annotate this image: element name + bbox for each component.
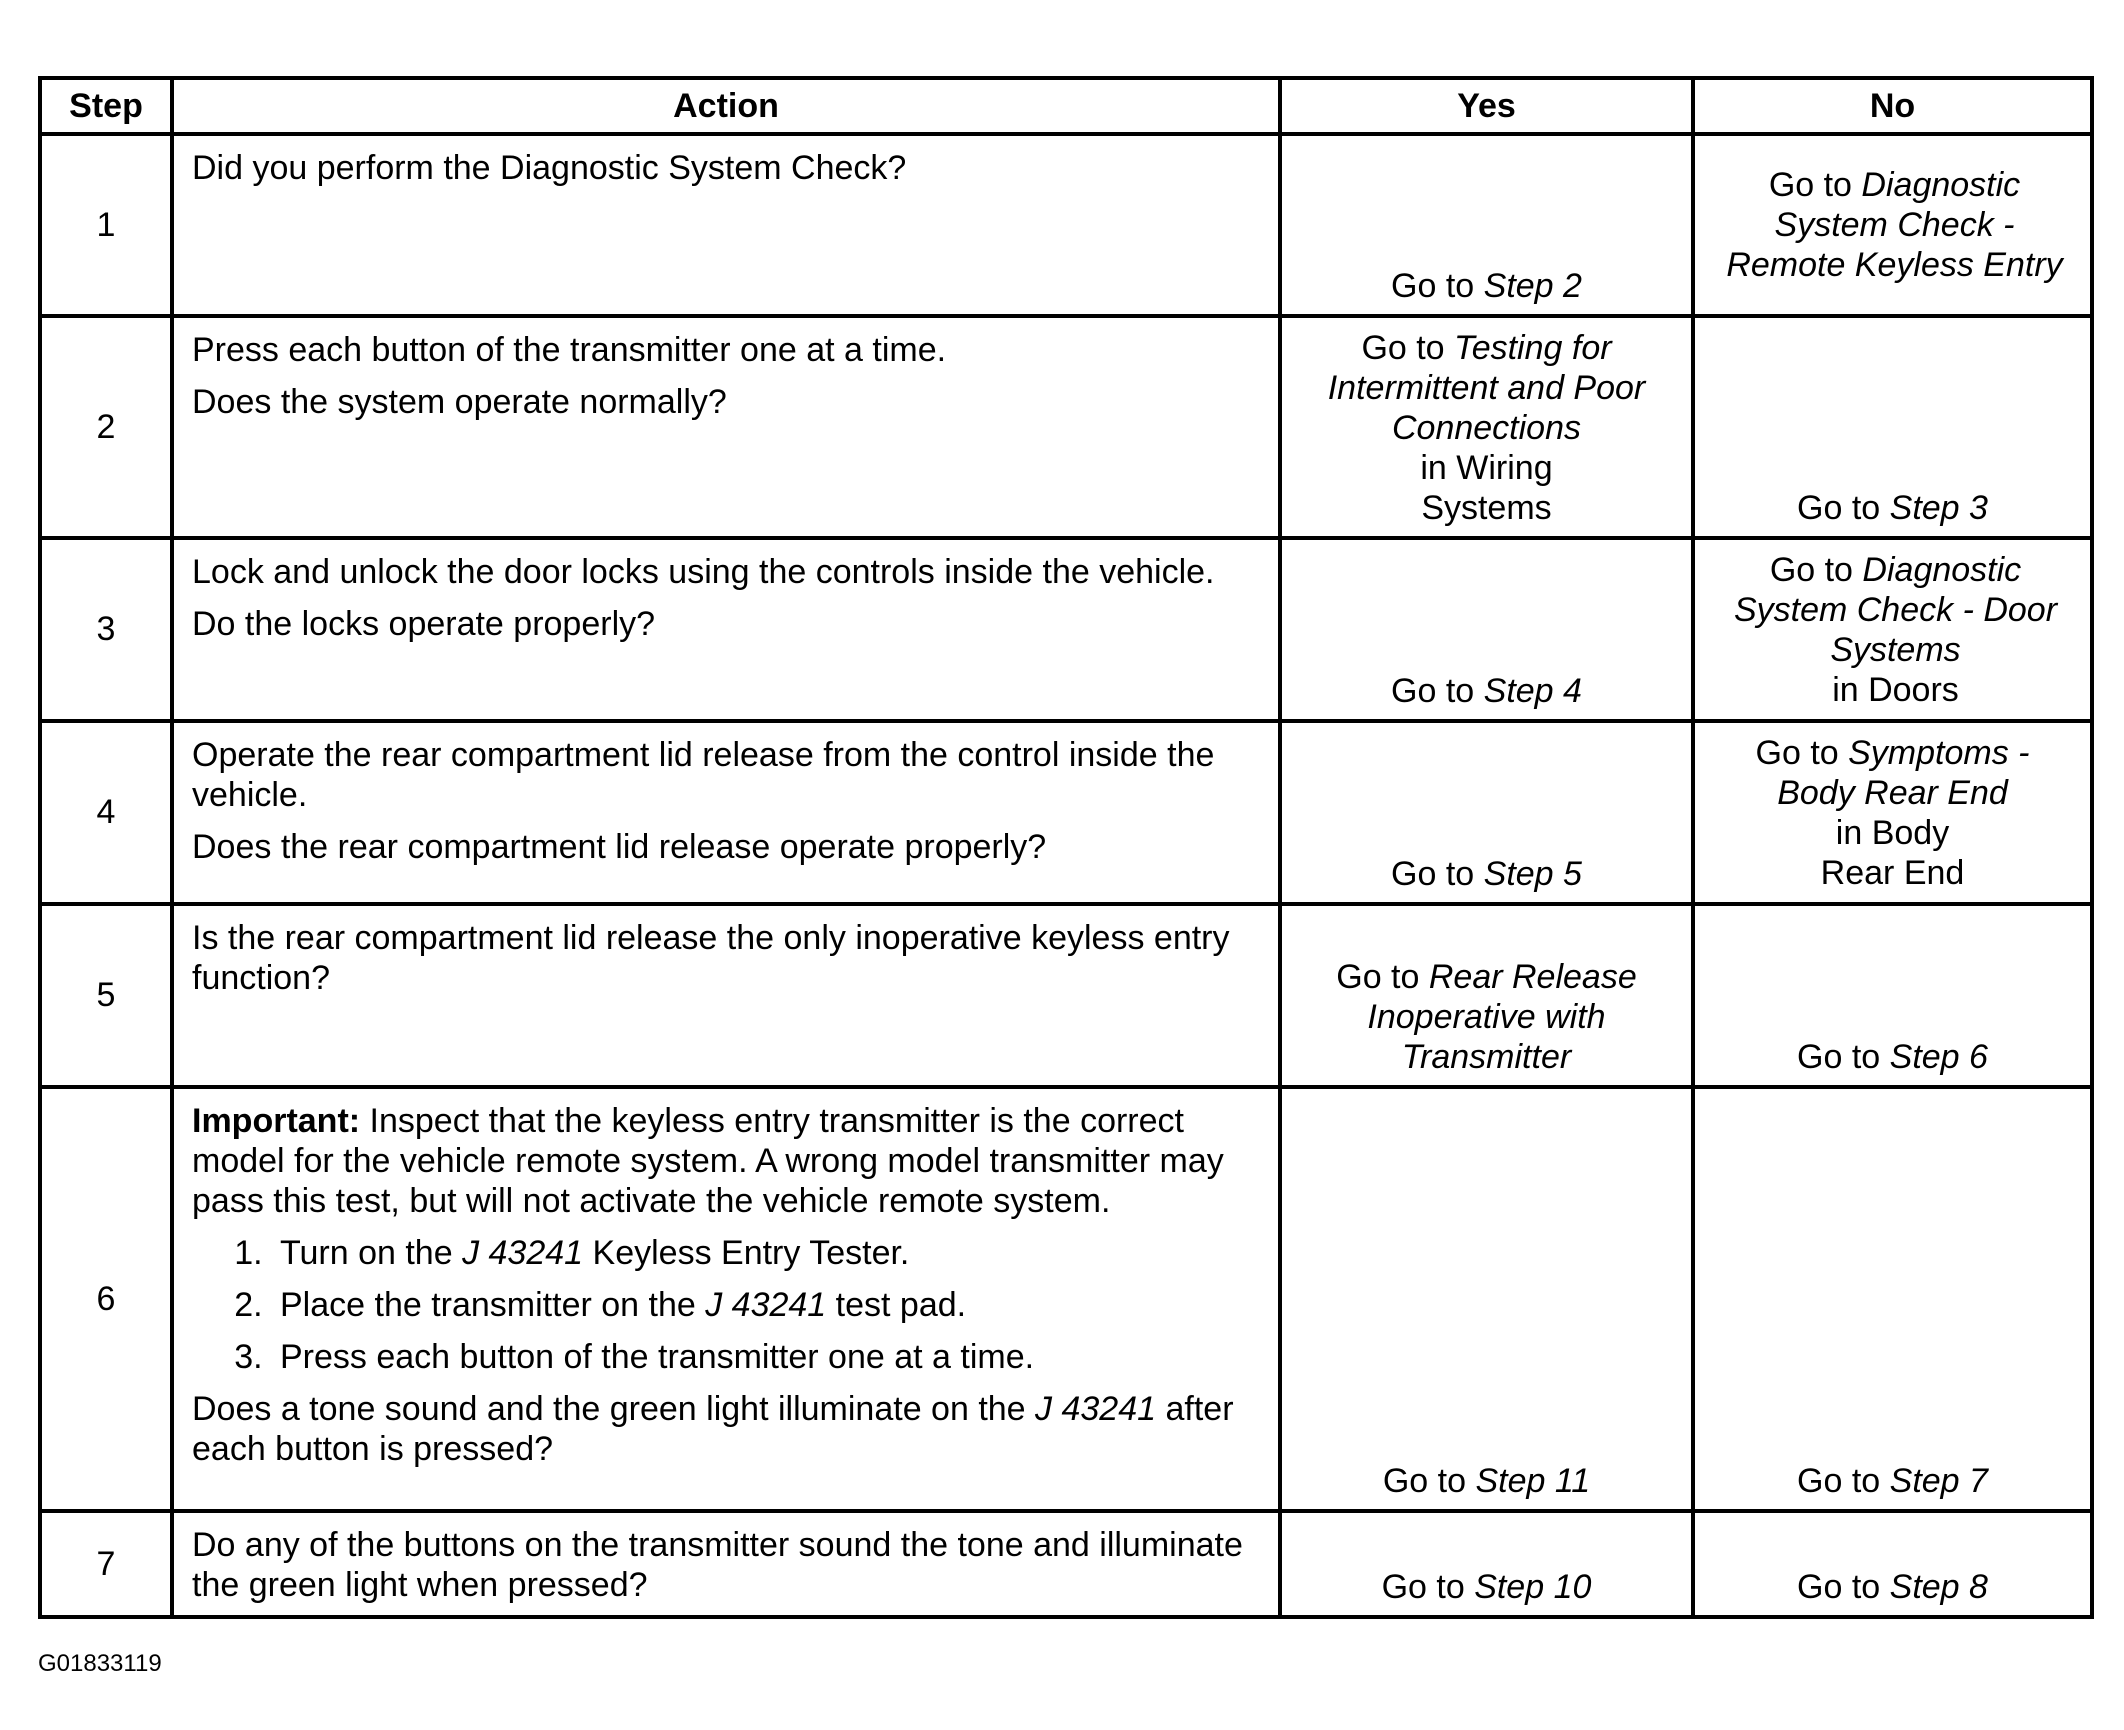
list-item: 3. Press each button of the transmitter one at a time.	[272, 1337, 1264, 1377]
go-to-label: Go to	[1391, 855, 1484, 893]
action-cell	[172, 1087, 1280, 1511]
procedure-link[interactable]: Rear Release Inoperative with Transmitter	[1367, 958, 1637, 1076]
manual-section: in Wiring	[1420, 449, 1553, 487]
diagnostic-table	[38, 76, 2094, 1619]
go-to-label: Go to	[1797, 1038, 1890, 1076]
table-row	[40, 538, 2092, 721]
procedure-link[interactable]: Symptoms - Body Rear End	[1777, 734, 2030, 812]
go-to-label: Go to	[1382, 1462, 1476, 1500]
go-to-label: Go to	[1755, 734, 1849, 772]
go-to-label: Go to	[1336, 958, 1429, 996]
step-link[interactable]: Step 6	[1889, 1038, 1988, 1076]
step-number: 7	[40, 1511, 172, 1617]
action-cell	[172, 134, 1280, 316]
table-header-row	[40, 78, 2092, 134]
yes-cell	[1280, 316, 1693, 538]
step-number: 3	[40, 538, 172, 721]
action-question: Is the rear compartment lid release the only inoperative keyless entry function?	[192, 919, 1230, 997]
go-to-label: Go to	[1391, 672, 1484, 710]
go-to-label: Go to	[1797, 489, 1890, 527]
action-cell	[172, 316, 1280, 538]
no-cell	[1693, 1511, 2092, 1617]
step-number: 5	[40, 904, 172, 1087]
action-question: Does a tone sound and the green light illuminate on the J 43241 after each button is pressed?	[192, 1390, 1234, 1468]
go-to-label: Go to	[1769, 551, 1863, 589]
action-instruction: Lock and unlock the door locks using the controls inside the vehicle.	[192, 553, 1215, 591]
step-link[interactable]: Step 8	[1889, 1568, 1988, 1606]
tool-reference: J 43241	[1035, 1390, 1157, 1428]
action-cell	[172, 1511, 1280, 1617]
yes-cell	[1280, 538, 1693, 721]
action-question: Do the locks operate properly?	[192, 605, 656, 643]
no-cell	[1693, 134, 2092, 316]
yes-cell	[1280, 904, 1693, 1087]
no-cell	[1693, 1087, 2092, 1511]
list-item: 2. Place the transmitter on the J 43241 test pad.	[272, 1285, 1264, 1325]
go-to-label: Go to	[1381, 1568, 1475, 1606]
manual-section: in Body	[1835, 814, 1950, 852]
action-question: Does the system operate normally?	[192, 383, 727, 421]
table-row	[40, 316, 2092, 538]
manual-section: Rear End	[1820, 854, 1965, 892]
list-item: 1. Turn on the J 43241 Keyless Entry Tester.	[272, 1233, 1264, 1273]
table-row	[40, 1087, 2092, 1511]
go-to-label: Go to	[1797, 1462, 1890, 1500]
no-cell	[1693, 904, 2092, 1087]
yes-cell	[1280, 1511, 1693, 1617]
procedure-link[interactable]: Testing for Intermittent and Poor Connections	[1327, 329, 1646, 447]
table-row	[40, 904, 2092, 1087]
manual-section: Systems	[1421, 489, 1552, 527]
table-row	[40, 134, 2092, 316]
go-to-label: Go to	[1361, 329, 1455, 367]
tool-reference: J 43241	[705, 1286, 827, 1324]
header-yes: Yes	[1280, 78, 1693, 134]
step-link[interactable]: Step 4	[1483, 672, 1582, 710]
procedure-link[interactable]: Diagnostic System Check - Remote Keyless Entry	[1726, 166, 2063, 284]
step-link[interactable]: Step 10	[1474, 1568, 1592, 1606]
procedure-list	[192, 1233, 1264, 1377]
action-cell	[172, 721, 1280, 904]
procedure-link[interactable]: Diagnostic System Check - Door Systems	[1733, 551, 2058, 669]
yes-cell	[1280, 1087, 1693, 1511]
important-note	[192, 1101, 1264, 1221]
step-link[interactable]: Step 7	[1889, 1462, 1988, 1500]
header-step: Step	[40, 78, 172, 134]
action-instruction: Operate the rear compartment lid release from the control inside the vehicle.	[192, 736, 1215, 814]
action-question: Do any of the buttons on the transmitter sound the tone and illuminate the green light when pressed?	[192, 1526, 1243, 1604]
go-to-label: Go to	[1768, 166, 1862, 204]
step-link[interactable]: Step 2	[1483, 267, 1582, 305]
go-to-label: Go to	[1391, 267, 1484, 305]
action-question: Does the rear compartment lid release operate properly?	[192, 828, 1047, 866]
step-link[interactable]: Step 11	[1475, 1462, 1591, 1500]
header-action: Action	[172, 78, 1280, 134]
yes-cell	[1280, 134, 1693, 316]
action-cell	[172, 904, 1280, 1087]
action-instruction: Press each button of the transmitter one at a time.	[192, 331, 947, 369]
action-cell	[172, 538, 1280, 721]
important-text: Inspect that the keyless entry transmitter is the correct model for the vehicle remote system. A wrong model transmitter may pass this test, but will not activate the vehicle remote system.	[192, 1102, 1224, 1220]
yes-cell	[1280, 721, 1693, 904]
step-number: 4	[40, 721, 172, 904]
step-number: 6	[40, 1087, 172, 1511]
step-number: 2	[40, 316, 172, 538]
manual-section: in Doors	[1832, 671, 1959, 709]
action-question: Did you perform the Diagnostic System Check?	[192, 149, 907, 187]
step-link[interactable]: Step 5	[1483, 855, 1582, 893]
step-number: 1	[40, 134, 172, 316]
figure-id: G01833119	[38, 1650, 162, 1677]
table-row	[40, 721, 2092, 904]
no-cell	[1693, 316, 2092, 538]
header-no: No	[1693, 78, 2092, 134]
table-row	[40, 1511, 2092, 1617]
tool-reference: J 43241	[462, 1234, 584, 1272]
important-label: Important:	[192, 1102, 361, 1140]
no-cell	[1693, 538, 2092, 721]
go-to-label: Go to	[1797, 1568, 1890, 1606]
step-link[interactable]: Step 3	[1889, 489, 1988, 527]
no-cell	[1693, 721, 2092, 904]
